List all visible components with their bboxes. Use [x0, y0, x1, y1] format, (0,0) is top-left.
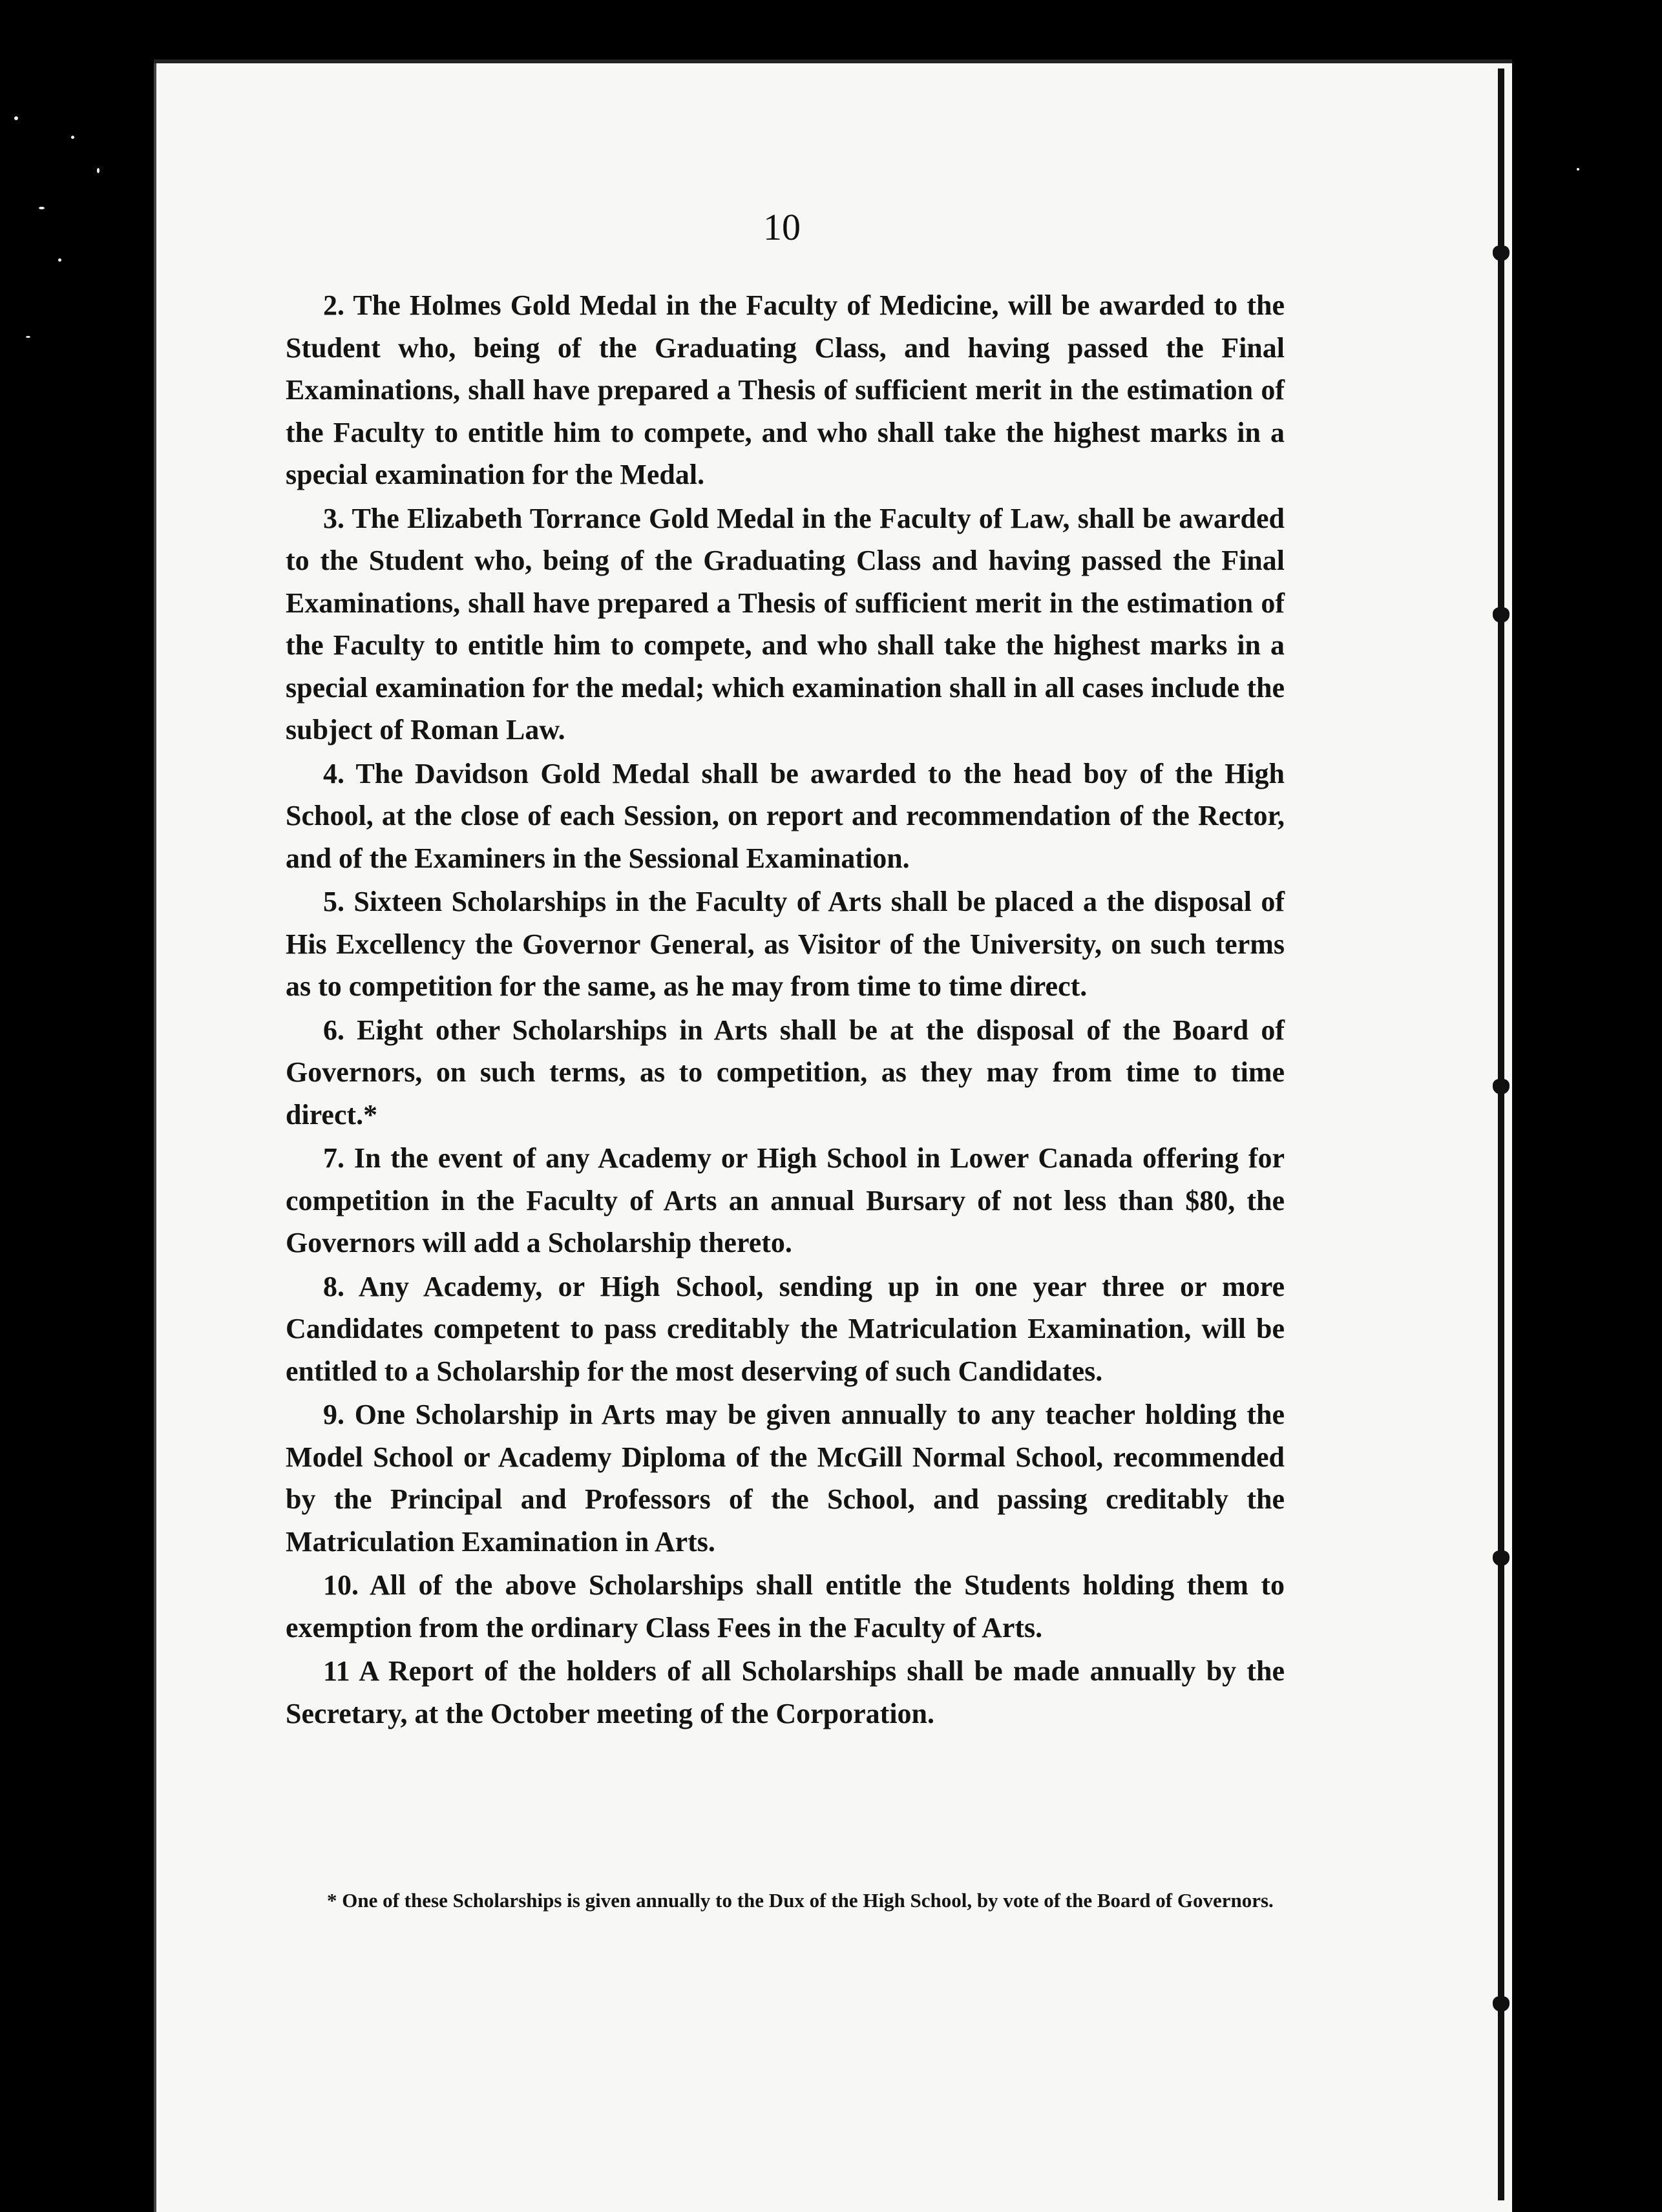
paragraph-number: 6.	[323, 1014, 344, 1046]
page-binding-edge	[1498, 68, 1504, 2200]
scan-speck	[1577, 168, 1579, 171]
footnote-text: One of these Scholarships is given annually to the Dux of the High School, by vote of the Board of Governors.	[342, 1889, 1274, 1912]
paragraph-7	[286, 1137, 1285, 1264]
binding-mark	[1493, 607, 1509, 623]
paragraph-4	[286, 753, 1285, 880]
paragraph-number: 3.	[323, 502, 344, 534]
paragraph-text: A Report of the holders of all Scholarships shall be made annually by the Secretary, at the October meeting of the Corporation.	[286, 1655, 1285, 1729]
paragraph-10	[286, 1564, 1285, 1649]
scan-speck	[26, 336, 30, 338]
binding-mark	[1493, 1550, 1509, 1566]
paragraph-2	[286, 284, 1285, 496]
scan-speck	[71, 136, 74, 139]
scan-speck	[58, 258, 61, 262]
paragraph-text: The Davidson Gold Medal shall be awarded to the head boy of the High School, at the close of each Session, on report and recommendation of the Rector, and of the Examiners in the Sessional Examination.	[286, 757, 1285, 874]
binding-mark	[1493, 1079, 1509, 1094]
scan-speck	[14, 116, 18, 120]
paragraph-8	[286, 1266, 1285, 1393]
paragraph-text: Eight other Scholarships in Arts shall be at the disposal of the Board of Governors, on such terms, as to competition, as they may from time to time direct.*	[286, 1014, 1285, 1131]
paragraph-number: 2.	[323, 289, 344, 321]
paragraph-5	[286, 881, 1285, 1008]
regulations-text	[286, 284, 1285, 1735]
paragraph-text: The Holmes Gold Medal in the Faculty of Medicine, will be awarded to the Student who, being of the Graduating Class, and having passed the Final Examinations, shall have prepared a Thesis of sufficient merit in the estimation of the Faculty to entitle him to compete, and who shall take the highest marks in a special examination for the Medal.	[286, 289, 1285, 490]
paragraph-text: Any Academy, or High School, sending up in one year three or more Candidates competent to pass creditably the Matriculation Examination, will be entitled to a Scholarship for the most deserving of such Candidates.	[286, 1270, 1285, 1387]
paragraph-text: One Scholarship in Arts may be given annually to any teacher holding the Model School or Academy Diploma of the McGill Normal School, recommended by the Principal and Professors of the School, and passing creditably the Matriculation Examination in Arts.	[286, 1399, 1285, 1558]
paragraph-number: 5.	[323, 886, 344, 917]
paragraph-number: 9.	[323, 1399, 344, 1430]
paragraph-9	[286, 1393, 1285, 1563]
paragraph-number: 11	[323, 1655, 350, 1687]
footnote	[289, 1885, 1289, 1916]
page-number: 10	[763, 206, 801, 248]
paragraph-3	[286, 497, 1285, 751]
paragraph-number: 7.	[323, 1142, 344, 1174]
footnote-marker: *	[327, 1889, 337, 1912]
paragraph-text: Sixteen Scholarships in the Faculty of Arts shall be placed a the disposal of His Excellency the Governor General, as Visitor of the University, on such terms as to competition for the same, as he may from time to time direct.	[286, 886, 1285, 1002]
paragraph-number: 8.	[323, 1270, 344, 1302]
paragraph-number: 4.	[323, 757, 344, 789]
scan-speck	[97, 168, 100, 173]
paragraph-text: In the event of any Academy or High School in Lower Canada offering for competition in the Faculty of Arts an annual Bursary of not less than $80, the Governors will add a Scholarship thereto.	[286, 1142, 1285, 1258]
paragraph-number: 10.	[323, 1569, 359, 1601]
binding-mark	[1493, 1996, 1509, 2012]
paragraph-text: All of the above Scholarships shall entitle the Students holding them to exemption from the ordinary Class Fees in the Faculty of Arts.	[286, 1569, 1285, 1643]
paragraph-11	[286, 1650, 1285, 1735]
paragraph-text: The Elizabeth Torrance Gold Medal in the Faculty of Law, shall be awarded to the Student who, being of the Graduating Class and having passed the Final Examinations, shall have prepared a Thesis of sufficient merit in the estimation of the Faculty to entitle him to compete, and who shall take the highest marks in a special examination for the medal; which examination shall in all cases include the subject of Roman Law.	[286, 502, 1285, 746]
paragraph-6	[286, 1009, 1285, 1136]
